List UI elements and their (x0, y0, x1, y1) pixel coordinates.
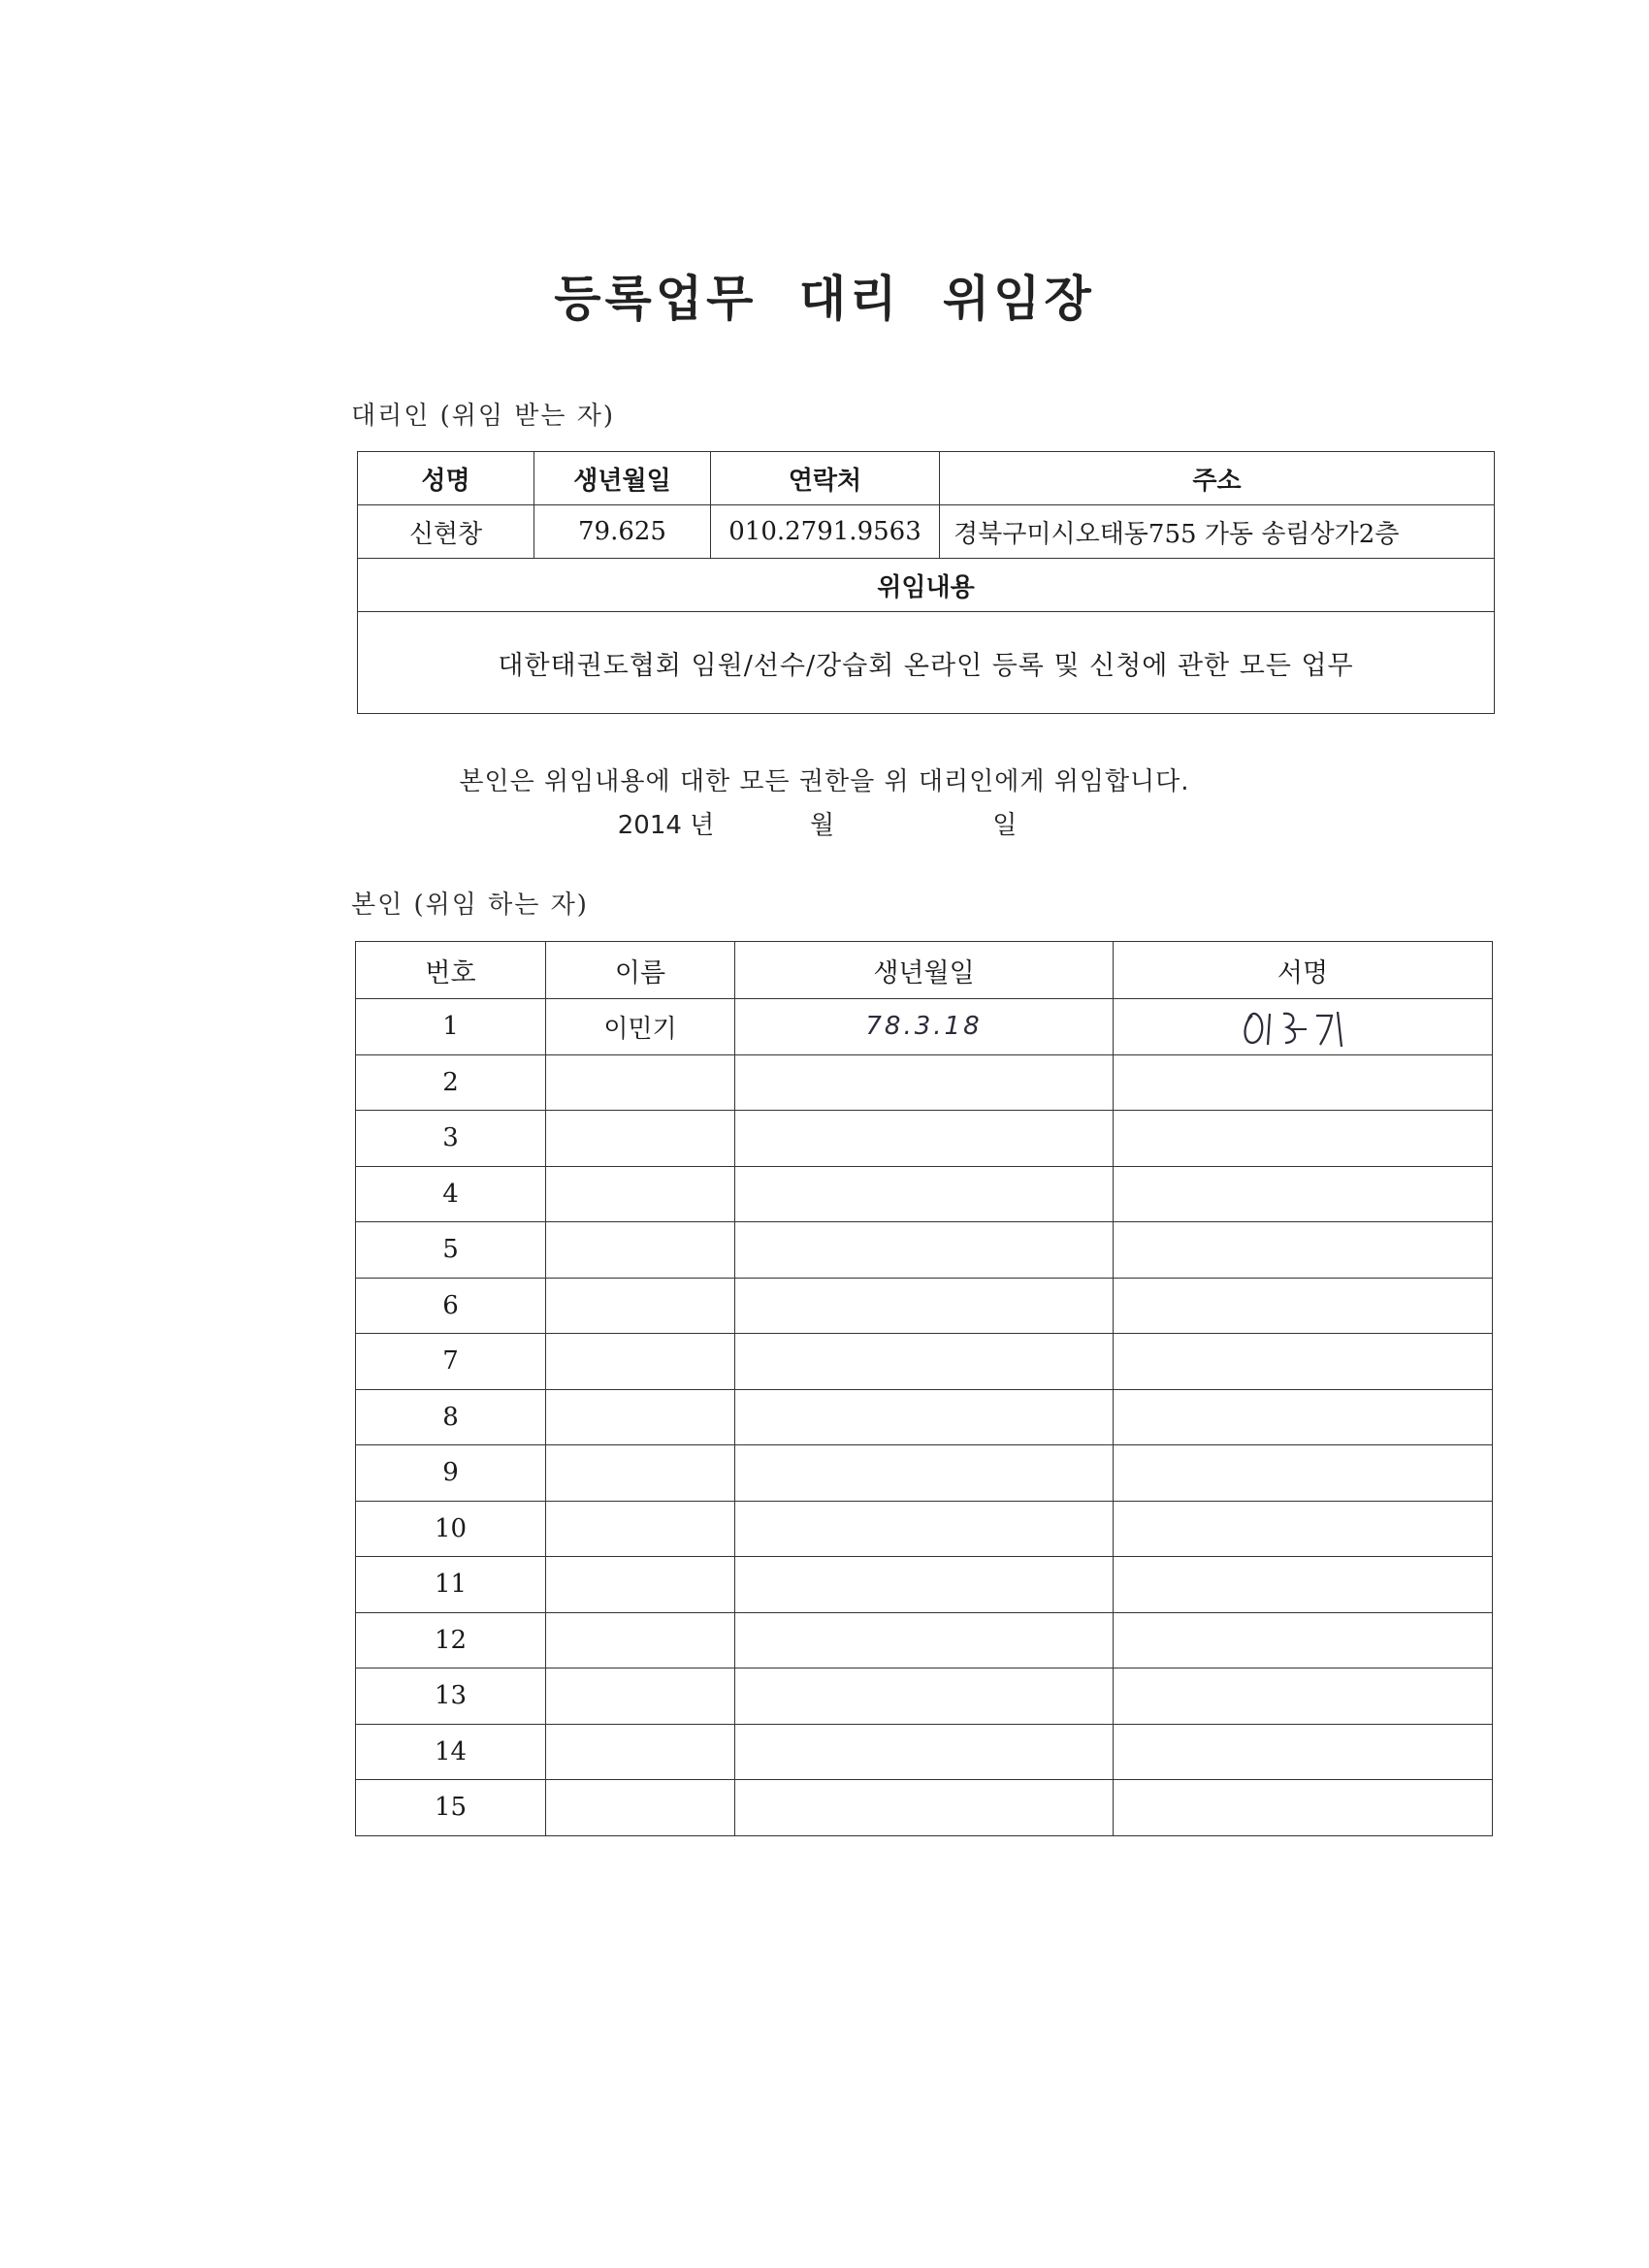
row-signature (1114, 999, 1493, 1055)
row-signature (1114, 1501, 1493, 1557)
date-line (0, 805, 1649, 841)
content-header-row (358, 559, 1495, 612)
agent-header-row (358, 452, 1495, 505)
delegation-content: 대한태권도협회 임원/선수/강습회 온라인 등록 및 신청에 관한 모든 업무 (358, 612, 1495, 714)
row-name (546, 1501, 735, 1557)
table-row (356, 1501, 1493, 1557)
row-birth (735, 1724, 1114, 1780)
row-name (546, 1389, 735, 1445)
row-number: 3 (356, 1111, 546, 1167)
row-signature (1114, 1166, 1493, 1222)
principal-table (355, 941, 1493, 1836)
agent-table (357, 451, 1495, 714)
row-number: 2 (356, 1054, 546, 1111)
row-birth (735, 1669, 1114, 1725)
agent-header-birth: 생년월일 (534, 452, 711, 505)
row-number: 7 (356, 1334, 546, 1390)
row-name (546, 1334, 735, 1390)
row-signature (1114, 1222, 1493, 1279)
row-number: 5 (356, 1222, 546, 1279)
principal-header-birth: 생년월일 (735, 942, 1114, 999)
agent-birth: 79.625 (534, 505, 711, 559)
row-birth (735, 1501, 1114, 1557)
row-birth (735, 1445, 1114, 1502)
agent-address: 경북구미시오태동755 가동 송림상가2층 (940, 505, 1495, 559)
row-signature (1114, 1780, 1493, 1836)
row-birth (735, 1780, 1114, 1836)
row-signature (1114, 1724, 1493, 1780)
row-signature (1114, 1111, 1493, 1167)
table-row (356, 1557, 1493, 1613)
table-row (356, 1612, 1493, 1669)
principal-header-signature: 서명 (1114, 942, 1493, 999)
row-signature (1114, 1278, 1493, 1334)
row-name (546, 1780, 735, 1836)
row-name (546, 1612, 735, 1669)
row-number: 14 (356, 1724, 546, 1780)
row-name (546, 1111, 735, 1167)
row-signature (1114, 1612, 1493, 1669)
row-birth (735, 1054, 1114, 1111)
principal-rows (356, 999, 1493, 1836)
content-row (358, 612, 1495, 714)
table-row (356, 1166, 1493, 1222)
principal-header-no: 번호 (356, 942, 546, 999)
table-row (356, 999, 1493, 1055)
row-number: 15 (356, 1780, 546, 1836)
row-birth (735, 1334, 1114, 1390)
row-signature (1114, 1389, 1493, 1445)
content-header: 위임내용 (358, 559, 1495, 612)
row-birth (735, 1389, 1114, 1445)
row-signature (1114, 1445, 1493, 1502)
row-name (546, 1166, 735, 1222)
agent-phone: 010.2791.9563 (711, 505, 940, 559)
row-number: 11 (356, 1557, 546, 1613)
row-name (546, 1278, 735, 1334)
table-row (356, 1724, 1493, 1780)
row-number: 13 (356, 1669, 546, 1725)
table-row (356, 1111, 1493, 1167)
row-birth (735, 1278, 1114, 1334)
table-row (356, 1780, 1493, 1836)
row-name (546, 1222, 735, 1279)
agent-header-address: 주소 (940, 452, 1495, 505)
handwritten-signature (1235, 1002, 1371, 1051)
table-row (356, 1669, 1493, 1725)
row-number: 8 (356, 1389, 546, 1445)
row-birth (735, 1222, 1114, 1279)
agent-section-label: 대리인 (위임 받는 자) (351, 402, 616, 431)
date-year: 2014 년 (617, 811, 715, 840)
delegation-statement: 본인은 위임내용에 대한 모든 권한을 위 대리인에게 위임합니다. (459, 767, 1190, 796)
table-row (356, 1054, 1493, 1111)
date-month: 월 (810, 811, 835, 840)
row-birth (735, 1612, 1114, 1669)
row-name (546, 1724, 735, 1780)
row-number: 12 (356, 1612, 546, 1669)
date-day: 일 (992, 811, 1018, 840)
row-signature (1114, 1334, 1493, 1390)
agent-header-name: 성명 (358, 452, 534, 505)
agent-data-row (358, 505, 1495, 559)
row-number: 4 (356, 1166, 546, 1222)
row-signature (1114, 1669, 1493, 1725)
page-title: 등록업무 대리 위임장 (554, 271, 1095, 327)
row-number: 10 (356, 1501, 546, 1557)
row-signature (1114, 1557, 1493, 1613)
row-name (546, 1669, 735, 1725)
row-birth (735, 1111, 1114, 1167)
table-row (356, 1278, 1493, 1334)
table-row (356, 1445, 1493, 1502)
principal-section-label: 본인 (위임 하는 자) (351, 891, 589, 920)
agent-name: 신현창 (358, 505, 534, 559)
row-name: 이민기 (546, 999, 735, 1055)
table-row (356, 1334, 1493, 1390)
row-birth: 78.3.18 (735, 999, 1114, 1055)
row-name (546, 1054, 735, 1111)
principal-header-name: 이름 (546, 942, 735, 999)
table-row (356, 1222, 1493, 1279)
row-number: 9 (356, 1445, 546, 1502)
agent-header-phone: 연락처 (711, 452, 940, 505)
row-number: 1 (356, 999, 546, 1055)
row-name (546, 1557, 735, 1613)
principal-header-row (356, 942, 1493, 999)
row-birth (735, 1166, 1114, 1222)
row-name (546, 1445, 735, 1502)
row-number: 6 (356, 1278, 546, 1334)
row-signature (1114, 1054, 1493, 1111)
table-row (356, 1389, 1493, 1445)
row-birth (735, 1557, 1114, 1613)
